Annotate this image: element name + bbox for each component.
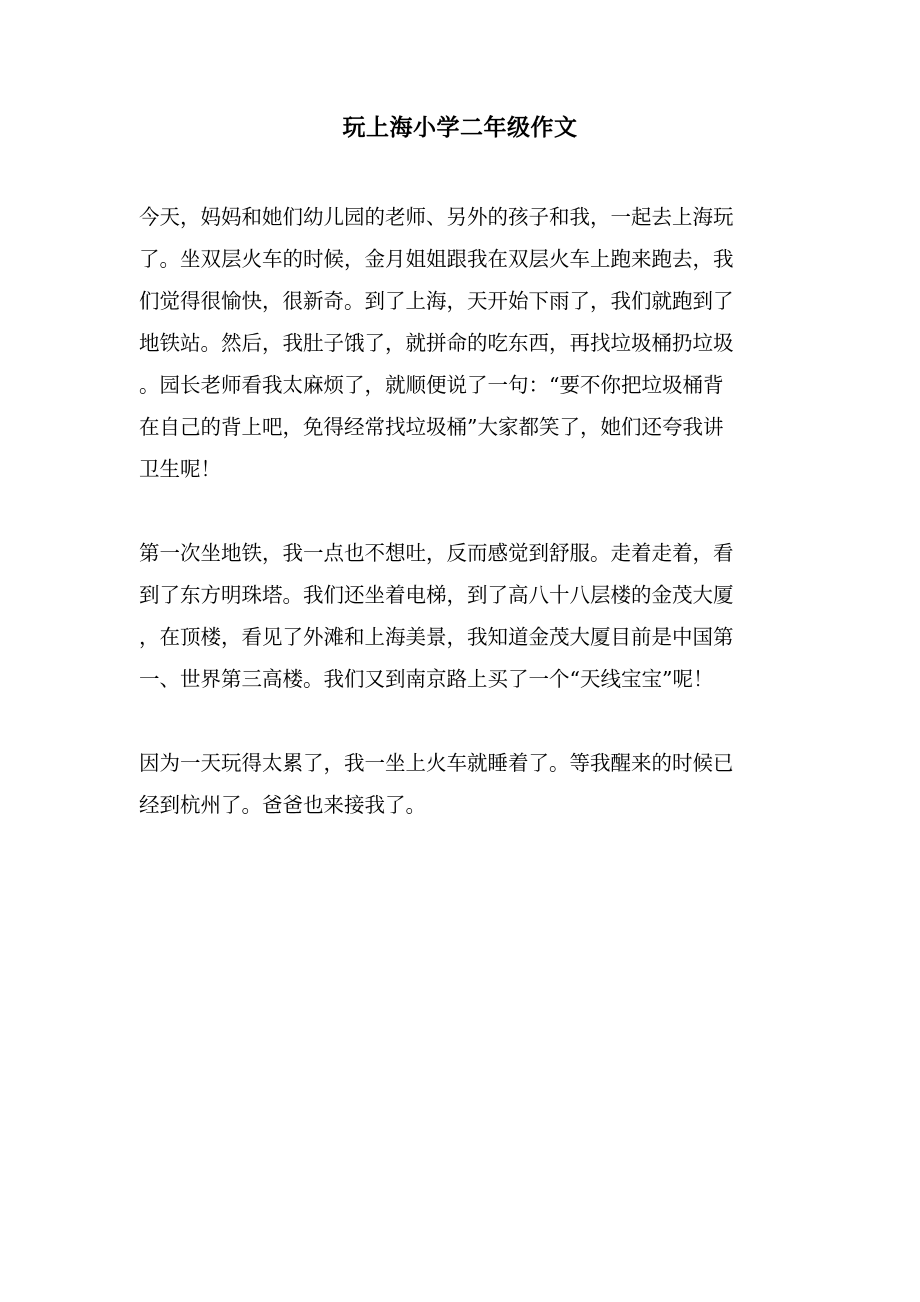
paragraph-line: 经到杭州了。爸爸也来接我了。 bbox=[139, 793, 426, 817]
paragraph-line: ，在顶楼，看见了外滩和上海美景，我知道金茂大厦目前是中国第 bbox=[139, 625, 734, 649]
paragraph-line: 了。坐双层火车的时候，金月姐姐跟我在双层火车上跑来跑去，我 bbox=[139, 247, 734, 271]
document-title: 玩上海小学二年级作文 bbox=[342, 114, 578, 141]
paragraph-line: 今天，妈妈和她们幼儿园的老师、另外的孩子和我，一起去上海玩 bbox=[139, 205, 734, 229]
paragraph-line: 在自己的背上吧，免得经常找垃圾桶”大家都笑了，她们还夸我讲 bbox=[139, 415, 724, 439]
paragraph-line: 第一次坐地铁，我一点也不想吐，反而感觉到舒服。走着走着，看 bbox=[139, 541, 734, 565]
paragraph-line: 到了东方明珠塔。我们还坐着电梯，到了高八十八层楼的金茂大厦 bbox=[139, 583, 734, 607]
paragraph-line: 。园长老师看我太麻烦了，就顺便说了一句：“要不你把垃圾桶背 bbox=[139, 373, 724, 397]
paragraph-line: 因为一天玩得太累了，我一坐上火车就睡着了。等我醒来的时候已 bbox=[139, 751, 734, 775]
paragraph-line: 卫生呢！ bbox=[139, 457, 221, 481]
paragraph-3 bbox=[139, 742, 779, 826]
paragraph-1 bbox=[139, 196, 779, 490]
paragraph-line: 一、世界第三高楼。我们又到南京路上买了一个“天线宝宝”呢！ bbox=[139, 667, 714, 691]
paragraph-line: 地铁站。然后，我肚子饿了，就拼命的吃东西，再找垃圾桶扔垃圾 bbox=[139, 331, 734, 355]
paragraph-2 bbox=[139, 532, 779, 700]
paragraph-line: 们觉得很愉快，很新奇。到了上海，天开始下雨了，我们就跑到了 bbox=[139, 289, 734, 313]
